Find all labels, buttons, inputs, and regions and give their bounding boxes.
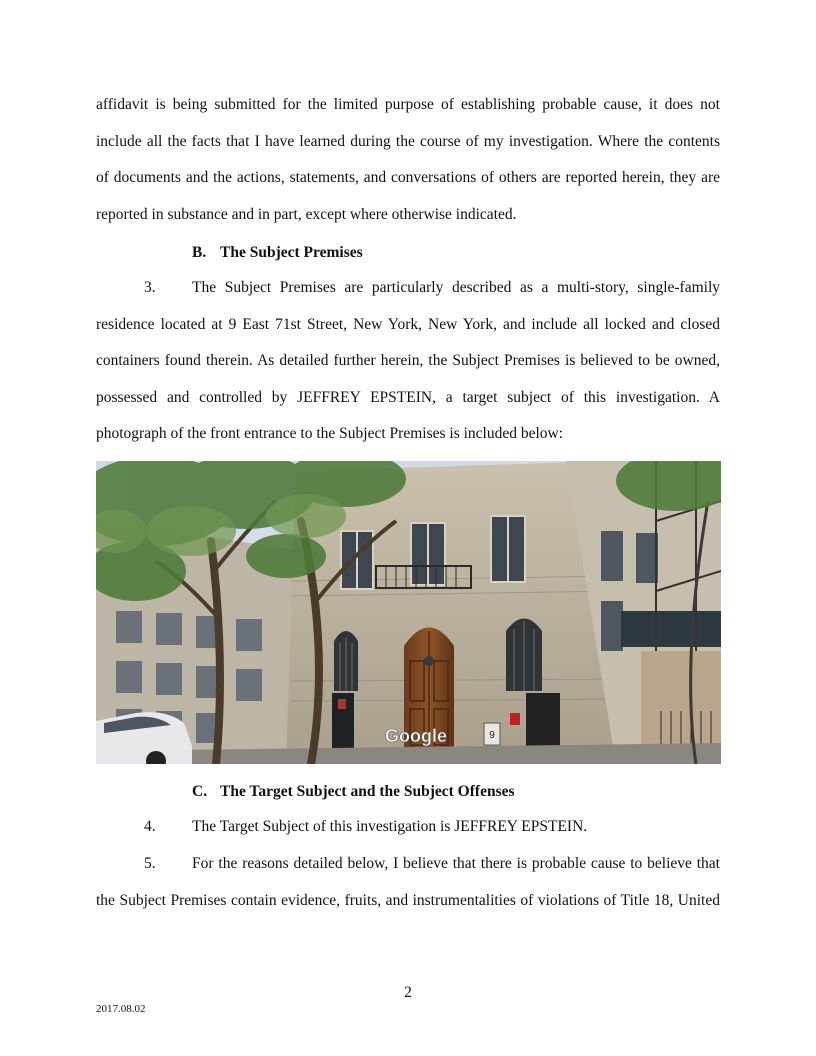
section-c-title: The Target Subject and the Subject Offenses	[220, 783, 515, 800]
paragraph-3-line-4: possessed and controlled by JEFFREY EPSTEIN, a target subject of this investigation. A	[96, 388, 720, 406]
section-b-letter: B.	[192, 244, 207, 261]
paragraph-4-number: 4.	[144, 818, 156, 835]
paragraph-4	[96, 809, 720, 846]
intro-line-1: affidavit is being submitted for the limited purpose of establishing probable cause, it does not	[96, 96, 720, 113]
paragraph-5	[96, 846, 720, 919]
address-plaque-number: 9	[489, 730, 495, 741]
section-c-letter: C.	[192, 783, 208, 800]
paragraph-3-line-3: containers found therein. As detailed further herein, the Subject Premises is believed to be owned,	[96, 352, 720, 369]
page-number: 2	[404, 984, 412, 1001]
intro-line-4: reported in substance and in part, except where otherwise indicated.	[96, 205, 517, 223]
paragraph-5-number: 5.	[144, 855, 156, 872]
subject-premises-photo	[96, 461, 721, 764]
footer-code: 2017.08.02	[96, 1003, 146, 1015]
google-watermark: Google	[385, 726, 447, 746]
intro-paragraph	[96, 87, 720, 233]
paragraph-3-line-1: 3. The Subject Premises are particularly described as a multi-story, single-family	[96, 270, 720, 307]
paragraph-5-line-1: 5. For the reasons detailed below, I believe that there is probable cause to believe that	[96, 846, 720, 883]
intro-line-3: of documents and the actions, statements, and conversations of others are reported herein, they are	[96, 169, 720, 186]
intro-line-2: include all the facts that I have learned during the course of my investigation. Where the contents	[96, 132, 720, 150]
paragraph-5-line-2: the Subject Premises contain evidence, fruits, and instrumentalities of violations of Title 18, United	[96, 891, 720, 909]
section-b-heading	[192, 244, 363, 262]
paragraph-3-number: 3.	[144, 279, 156, 296]
paragraph-3-line-2: residence located at 9 East 71st Street, New York, New York, and include all locked and closed	[96, 315, 720, 333]
paragraph-3-line-5: photograph of the front entrance to the Subject Premises is included below:	[96, 425, 564, 442]
paragraph-4-text: The Target Subject of this investigation is JEFFREY EPSTEIN.	[192, 818, 588, 835]
section-b-title: The Subject Premises	[220, 244, 363, 261]
paragraph-3	[96, 270, 720, 453]
section-c-heading	[192, 783, 515, 801]
